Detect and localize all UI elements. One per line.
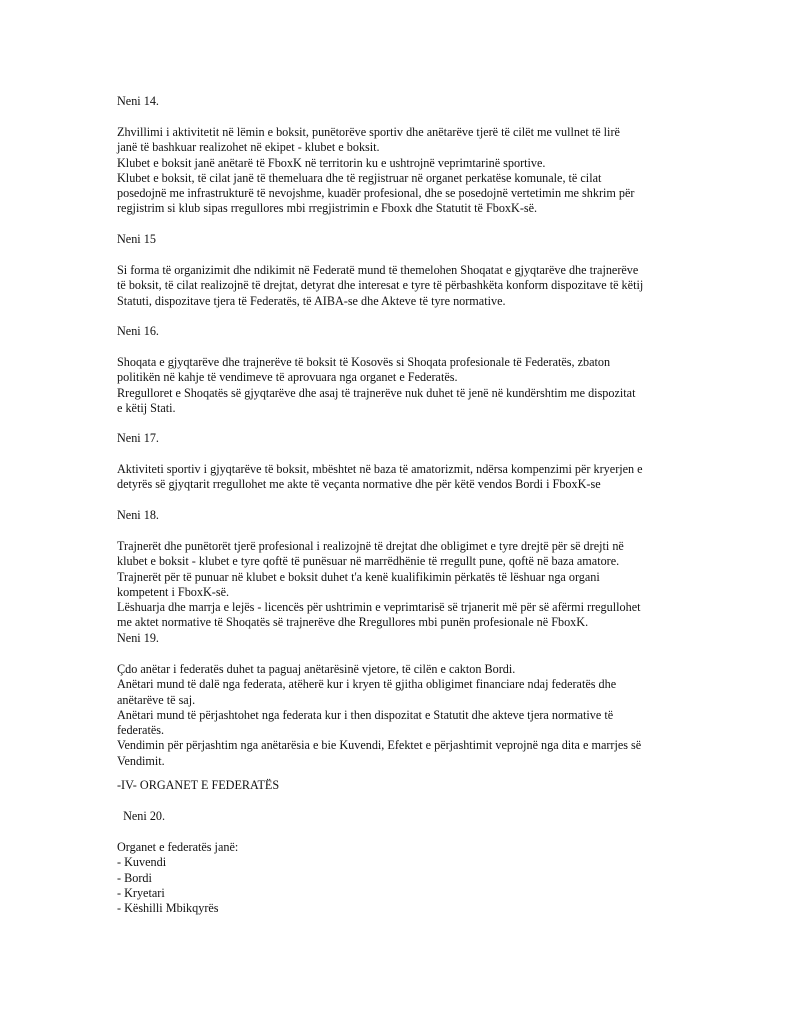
text-line: klubet e boksit - klubet e tyre qoftë të punësuar në marrëdhënie të rregullt pune, qoftë në baza amatore. <box>117 554 620 569</box>
article-17-heading: Neni 17. <box>117 431 159 445</box>
list-item: - Kryetari <box>117 885 165 900</box>
text-line: Rregulloret e Shoqatës së gjyqtarëve dhe asaj të trajnerëve nuk duhet të jenë në kundërshtim me dispozitat <box>117 385 636 400</box>
text-line: Çdo anëtar i federatës duhet ta paguaj anëtarësinë vjetore, të cilën e cakton Bordi. <box>117 662 516 676</box>
text-line: kompetent i FboxK-së. <box>117 584 230 599</box>
text-line: Shoqata e gjyqtarëve dhe trajnerëve të boksit të Kosovës si Shoqata profesionale të Federatës, zbaton <box>117 355 611 369</box>
text-line: anëtarëve të saj. <box>117 692 196 707</box>
article-14-heading: Neni 14. <box>117 94 159 108</box>
text-line: e këtij Stati. <box>117 400 176 415</box>
text-line: janë të bashkuar realizohet në ekipet - klubet e boksit. <box>117 140 380 155</box>
text-line: regjistrim si klub sipas rregullores mbi rregjistrimin e Fboxk dhe Statutit të FboxK-së. <box>117 201 538 216</box>
text-line: Klubet e boksit, të cilat janë të themeluara dhe të regjistruar në organet perkatëse komunale, të cilat <box>117 170 602 185</box>
text-line: Statuti, dispozitave tjera të Federatës, të AIBA-se dhe Akteve të tyre normative. <box>117 293 506 308</box>
text-line: posedojnë me infrastrukturë të nevojshme, kuadër profesional, dhe se posedojnë vertetimin me shkrim për <box>117 186 635 201</box>
text-line: Klubet e boksit janë anëtarë të FboxK në territorin ku e ushtrojnë veprimtarinë sportive. <box>117 155 546 170</box>
article-17-body <box>117 462 697 493</box>
article-18-heading: Neni 18. <box>117 508 159 522</box>
text-line: Trajnerët dhe punëtorët tjerë profesional i realizojnë të drejtat dhe obligimet e tyre drejtë për së drejti në <box>117 539 624 553</box>
article-16-heading: Neni 16. <box>117 324 159 338</box>
text-line: Zhvillimi i aktivitetit në lëmin e boksit, punëtorëve sportiv dhe anëtarëve tjerë të cilët me vullnet të lirë <box>117 125 620 139</box>
article-19-body <box>117 662 697 769</box>
text-line: detyrës së gjyqtarit rregullohet me akte të veçanta normative dhe për këtë vendos Bordi i FboxK-se <box>117 477 601 492</box>
article-16-body <box>117 355 697 416</box>
text-line: Anëtari mund të dalë nga federata, atëherë kur i kryen të gjitha obligimet financiare ndaj federatës dhe <box>117 677 617 692</box>
text-line: të boksit, të cilat realizojnë të drejtat, detyrat dhe interesat e tyre të përbashkëta konform dispozitave të këtij <box>117 278 644 293</box>
text-line: Anëtari mund të përjashtohet nga federata kur i then dispozitat e Statutit dhe akteve tjera normative të <box>117 707 614 722</box>
list-item: - Bordi <box>117 870 152 885</box>
article-14-body <box>117 125 697 217</box>
text-line: Si forma të organizimit dhe ndikimit në Federatë mund të themelohen Shoqatat e gjyqtarëve dhe trajnerëve <box>117 263 639 277</box>
article-15-heading: Neni 15 <box>117 232 156 246</box>
article-19-heading: Neni 19. <box>117 631 159 645</box>
list-item: - Kuvendi <box>117 855 167 870</box>
article-20-body <box>117 840 697 916</box>
text-line: Lëshuarja dhe marrja e lejës - licencës për ushtrimin e veprimtarisë së trjanerit më për së afërmi rregullohet <box>117 600 641 615</box>
text-line: Vendimin për përjashtim nga anëtarësia e bie Kuvendi, Efektet e përjashtimit veprojnë nga dita e marrjes së <box>117 738 642 753</box>
article-18-body <box>117 539 697 631</box>
article-15-body <box>117 263 697 309</box>
text-line: me aktet normative të Shoqatës së trajnerëve dhe Rregullores mbi punën profesionale në FboxK. <box>117 615 589 630</box>
list-item: - Këshilli Mbikqyrës <box>117 901 219 916</box>
text-line: Aktiviteti sportiv i gjyqtarëve të boksit, mbështet në baza të amatorizmit, ndërsa kompenzimi për kryerjen e <box>117 462 643 476</box>
article-20-heading: Neni 20. <box>117 809 166 823</box>
text-line: Organet e federatës janë: <box>117 840 239 854</box>
text-line: federatës. <box>117 723 165 738</box>
text-line: politikën në kahje të vendimeve të aprovuara nga organet e Federatës. <box>117 370 458 385</box>
chapter-iv-heading: -IV- ORGANET E FEDERATËS <box>117 778 280 792</box>
text-line: Trajnerët për të punuar në klubet e boksit duhet t'a kenë kualifikimin përkatës të lëshuar nga organi <box>117 569 600 584</box>
text-line: Vendimit. <box>117 753 165 768</box>
